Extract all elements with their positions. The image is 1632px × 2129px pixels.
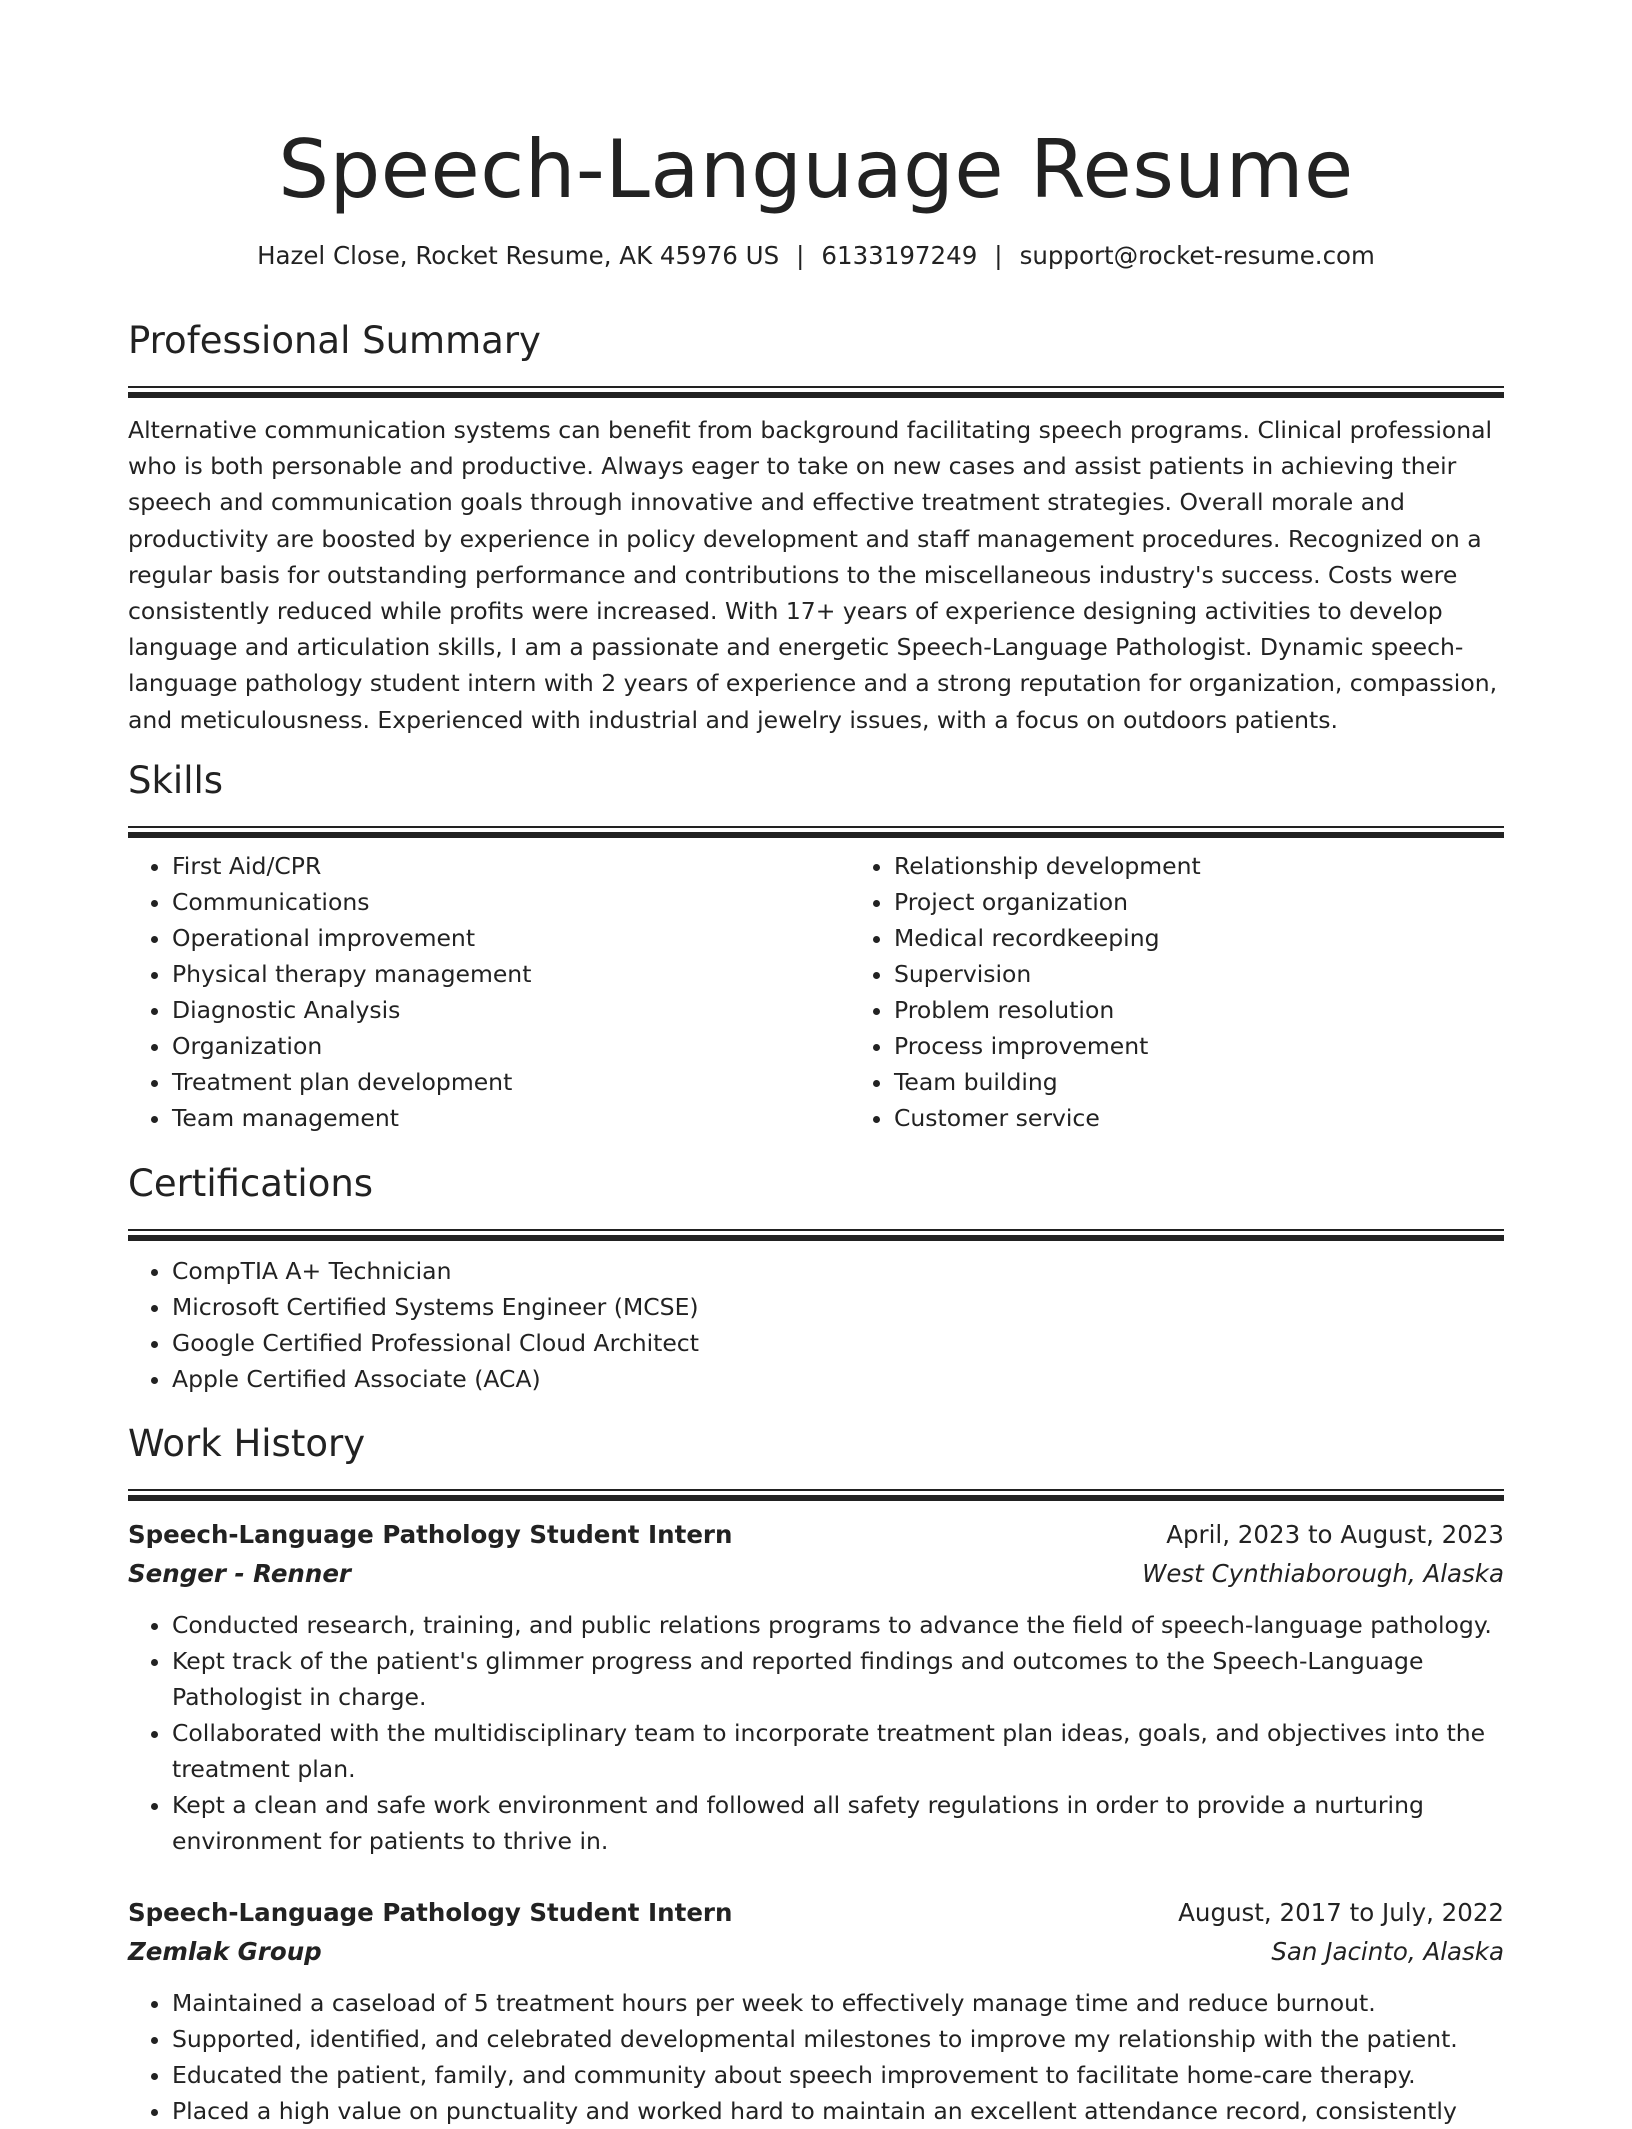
skill-item: • Problem resolution xyxy=(894,992,1572,1028)
job-bullet: • Supported, identified, and celebrated developmental milestones to improve my relationship with the patient. xyxy=(172,2021,1504,2057)
skills-columns xyxy=(128,848,1504,1136)
job-bullet: • Educated the patient, family, and community about speech improvement to facilitate home-care therapy. xyxy=(172,2057,1504,2093)
skill-item: • Customer service xyxy=(894,1100,1572,1136)
certifications-list xyxy=(128,1253,1504,1397)
certifications-section xyxy=(128,1159,1504,1397)
skill-item: • Treatment plan development xyxy=(172,1064,850,1100)
section-heading: Work History xyxy=(128,1422,366,1465)
resume-title: Speech-Language Resume xyxy=(278,123,1354,216)
job-bullets xyxy=(128,1985,1504,2129)
job-dates: April, 2023 to August, 2023 xyxy=(1166,1520,1504,1549)
job-title: Speech-Language Pathology Student Intern xyxy=(128,1898,733,1927)
job-bullet: • Kept track of the patient's glimmer progress and reported findings and outcomes to the Speech-Language Pathologist in charge. xyxy=(172,1643,1504,1715)
section-divider xyxy=(128,826,1504,838)
contact-email: support@rocket-resume.com xyxy=(1019,241,1375,270)
job-bullet: • Collaborated with the multidisciplinary team to incorporate treatment plan ideas, goals, and objectives into the treatment plan. xyxy=(172,1715,1504,1787)
skill-item: • Relationship development xyxy=(894,848,1572,884)
skill-item: • Communications xyxy=(172,884,850,920)
section-heading: Certifications xyxy=(128,1162,374,1205)
job-company: Senger - Renner xyxy=(128,1559,352,1588)
skill-item: • Process improvement xyxy=(894,1028,1572,1064)
job-entry xyxy=(128,1515,1504,1859)
skill-item: • Supervision xyxy=(894,956,1572,992)
skill-item: • Physical therapy management xyxy=(172,956,850,992)
job-bullet: • Kept a clean and safe work environment and followed all safety regulations in order to provide a nurturing environment for patients to thrive in. xyxy=(172,1787,1504,1859)
job-header xyxy=(128,1893,1504,1932)
skills-list-left xyxy=(128,848,850,1136)
summary-text: Alternative communication systems can benefit from background facilitating speech programs. Clinical professional who is both personable and productive. Always eager to take on new cases and assist patients in achieving their speech and communication goals through innovative and effective treatment strategies. Overall morale and productivity are boosted by experience in policy development and staff management procedures. Recognized on a regular basis for outstanding performance and contributions to the miscellaneous industry's success. Costs were consistently reduced while profits were increased. With 17+ years of experience designing activities to develop language and articulation skills, I am a passionate and energetic Speech-Language Pathologist. Dynamic speech-language pathology student intern with 2 years of experience and a strong reputation for organization, compassion, and meticulousness. Experienced with industrial and jewelry issues, with a focus on outdoors patients. xyxy=(128,416,1498,734)
job-entry xyxy=(128,1893,1504,2129)
job-dates: August, 2017 to July, 2022 xyxy=(1178,1898,1504,1927)
skill-item: • Team management xyxy=(172,1100,850,1136)
work-history-section xyxy=(128,1419,1504,2129)
section-divider xyxy=(128,1229,1504,1241)
section-divider xyxy=(128,1489,1504,1501)
job-bullets xyxy=(128,1607,1504,1859)
skill-item: • Organization xyxy=(172,1028,850,1064)
job-title: Speech-Language Pathology Student Intern xyxy=(128,1520,733,1549)
certification-item: • Apple Certified Associate (ACA) xyxy=(172,1361,1504,1397)
skill-item: • Medical recordkeeping xyxy=(894,920,1572,956)
job-bullet: • Maintained a caseload of 5 treatment hours per week to effectively manage time and reduce burnout. xyxy=(172,1985,1504,2021)
skills-list-right xyxy=(850,848,1572,1136)
skill-item: • Team building xyxy=(894,1064,1572,1100)
section-heading: Professional Summary xyxy=(128,319,541,362)
job-bullet: • Placed a high value on punctuality and worked hard to maintain an excellent attendance record, consistently xyxy=(172,2093,1504,2129)
contact-line xyxy=(0,238,1632,274)
section-heading: Skills xyxy=(128,759,224,802)
job-bullet: • Conducted research, training, and public relations programs to advance the field of speech-language pathology. xyxy=(172,1607,1504,1643)
certification-item: • Microsoft Certified Systems Engineer (MCSE) xyxy=(172,1289,1504,1325)
section-divider xyxy=(128,386,1504,398)
contact-address: Hazel Close, Rocket Resume, AK 45976 US xyxy=(257,241,780,270)
certification-item: • CompTIA A+ Technician xyxy=(172,1253,1504,1289)
contact-phone: 6133197249 xyxy=(821,241,978,270)
professional-summary-section xyxy=(128,316,1504,738)
contact-separator: | xyxy=(994,241,1003,270)
job-subheader xyxy=(128,1932,1504,1971)
skills-section xyxy=(128,756,1504,1136)
job-location: West Cynthiaborough, Alaska xyxy=(1142,1559,1504,1588)
certification-item: • Google Certified Professional Cloud Architect xyxy=(172,1325,1504,1361)
job-header xyxy=(128,1515,1504,1554)
contact-separator: | xyxy=(796,241,805,270)
job-company: Zemlak Group xyxy=(128,1937,322,1966)
skill-item: • Diagnostic Analysis xyxy=(172,992,850,1028)
job-subheader xyxy=(128,1554,1504,1593)
skill-item: • First Aid/CPR xyxy=(172,848,850,884)
job-location: San Jacinto, Alaska xyxy=(1271,1937,1504,1966)
skill-item: • Operational improvement xyxy=(172,920,850,956)
skill-item: • Project organization xyxy=(894,884,1572,920)
